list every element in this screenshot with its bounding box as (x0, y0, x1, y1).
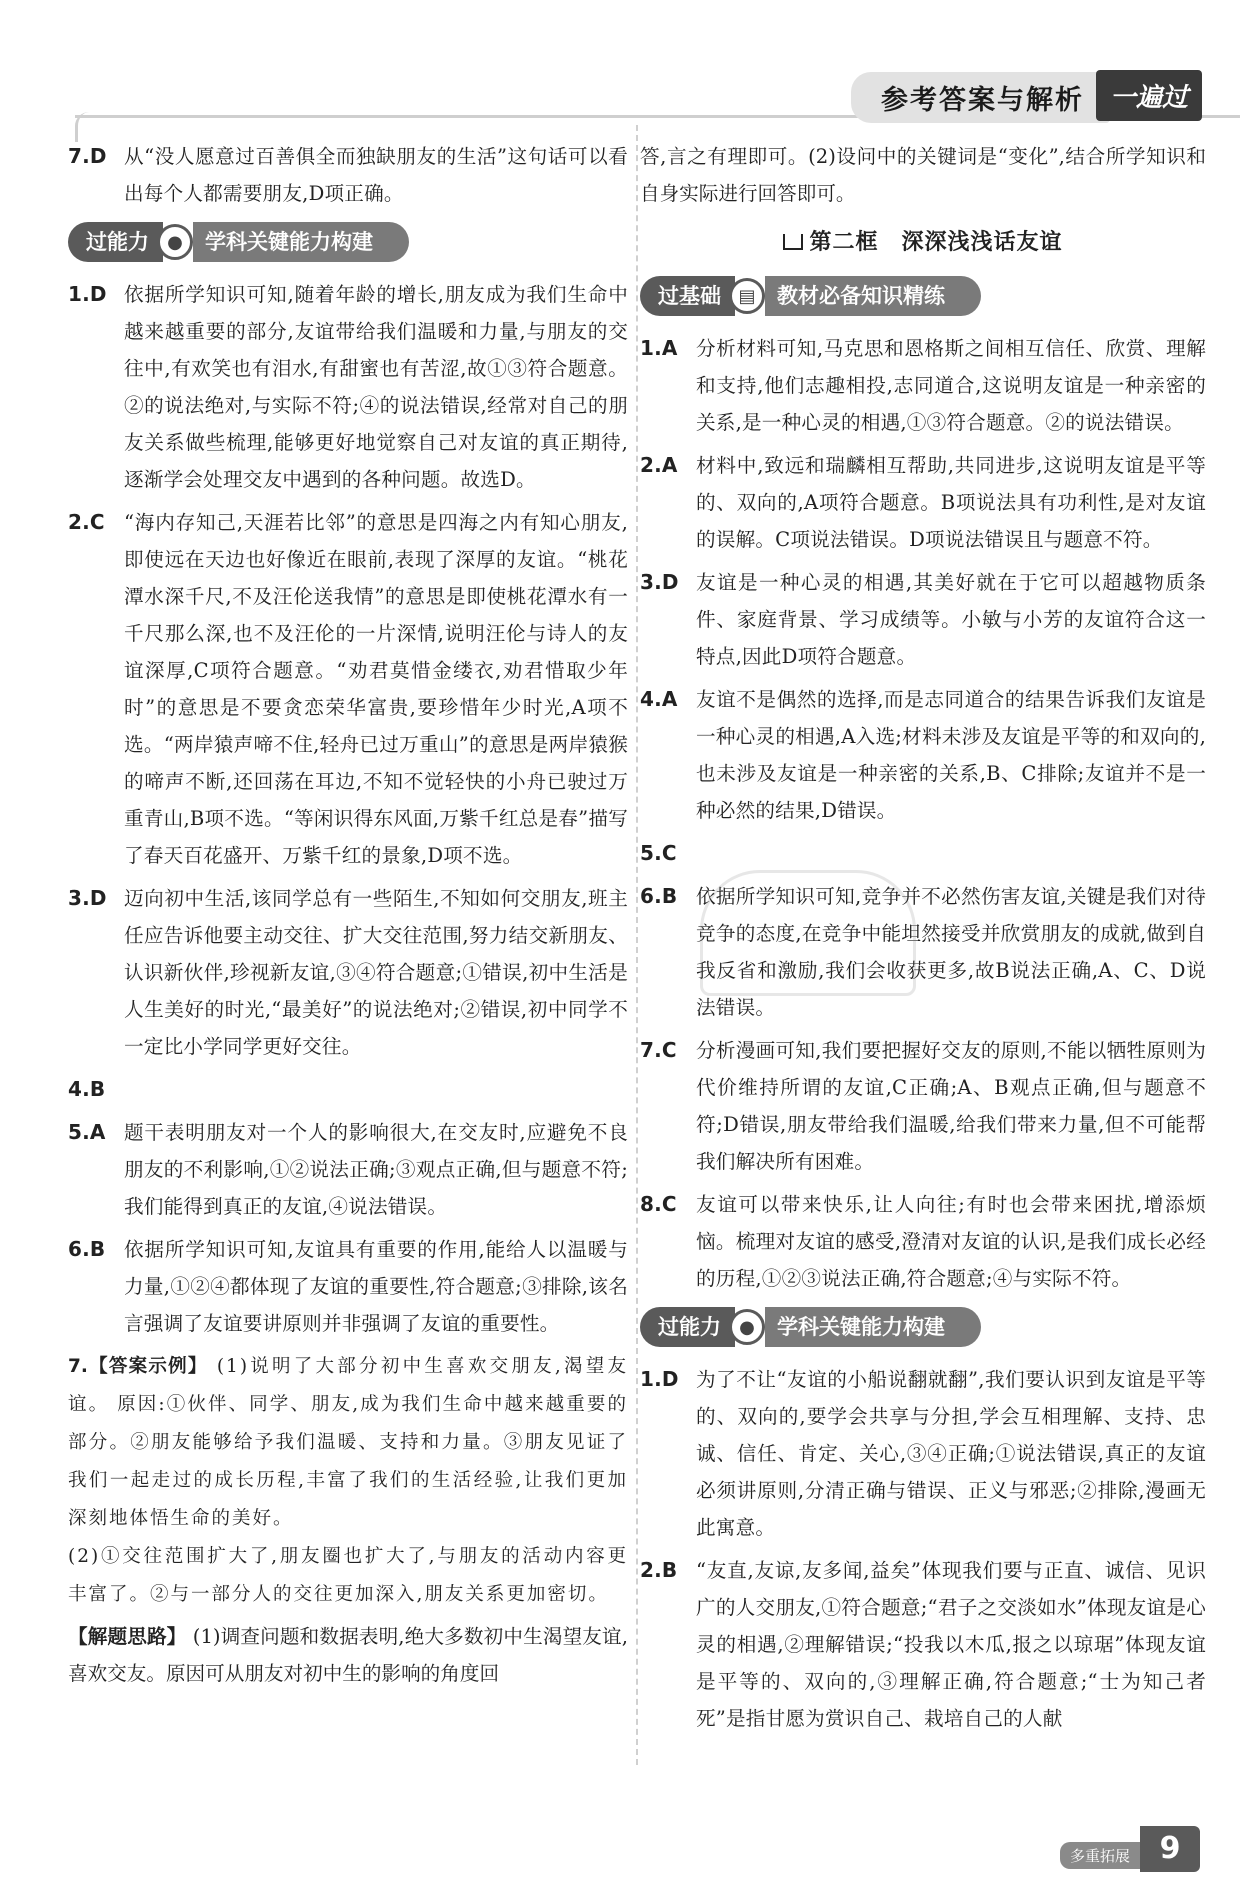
answer-text: 依据所学知识可知,竞争并不必然伤害友谊,关键是我们对待竞争的态度,在竞争中能坦然接受并欣赏朋友的成就,做到自我反省和激励,我们会收获更多,故B说法正确,A、C、D说法错误。 (696, 885, 1206, 1019)
answer-item (68, 880, 628, 1065)
answer-text (124, 1071, 628, 1108)
answer-number: 5.C (640, 841, 677, 865)
banner-label: 过基础 (640, 276, 735, 316)
answer-item (68, 1231, 628, 1342)
header-title: 参考答案与解析 (851, 72, 1110, 123)
answer-number: 5.A (68, 1120, 106, 1144)
answer-example-part2: (2)①交往范围扩大了,朋友圈也扩大了,与朋友的活动内容更丰富了。②与一部分人的交往更加深入,朋友关系更加密切。 (68, 1546, 628, 1605)
answer-item (68, 276, 628, 498)
answer-number: 2.A (640, 453, 678, 477)
answer-number: 7.C (640, 1038, 677, 1062)
column-divider (636, 125, 638, 1765)
answer-number: 1.D (640, 1367, 679, 1391)
page-header (0, 0, 1250, 120)
answer-number: 4.B (68, 1077, 106, 1101)
answer-item (640, 330, 1206, 441)
answer-item (68, 1071, 628, 1108)
section-title (640, 218, 1206, 266)
answer-number: 6.B (68, 1237, 106, 1261)
section-banner-ability-2 (640, 1307, 1206, 1347)
section-banner-basics (640, 276, 1206, 316)
answer-item-q7 (68, 1348, 628, 1538)
answer-item (640, 835, 1206, 872)
answer-number: 8.C (640, 1192, 677, 1216)
medal-icon: ● (157, 224, 193, 260)
book-icon: ▤ (729, 278, 765, 314)
banner-label: 过能力 (68, 222, 163, 262)
answer-example-label: 7.【答案示例】 (68, 1356, 208, 1377)
answer-item (640, 1361, 1206, 1546)
medal-icon: ● (729, 1309, 765, 1345)
answer-item (640, 564, 1206, 675)
left-column (68, 138, 628, 1698)
answer-text (696, 835, 1206, 872)
continued-text: 答,言之有理即可。(2)设问中的关键词是“变化”,结合所学知识和自身实际进行回答即可。 (640, 145, 1206, 205)
answer-item (640, 1186, 1206, 1297)
answer-example-part1: (1)说明了大部分初中生喜欢交朋友,渴望友谊。 原因:①伙伴、同学、朋友,成为我们生命中越来越重要的部分。②朋友能够给予我们温暖、支持和力量。③朋友见证了我们一起走过的成长历程,丰富了我们的生活经验,让我们更加深刻地体悟生命的美好。 (68, 1356, 628, 1529)
banner-subtitle: 教材必备知识精练 (765, 276, 981, 316)
answer-number: 6.B (640, 884, 678, 908)
section-banner-ability (68, 222, 628, 262)
brand-logo: 一遍过 (1096, 70, 1202, 121)
answer-number: 4.A (640, 687, 678, 711)
answer-text: “海内存知己,天涯若比邻”的意思是四海之内有知心朋友,即使远在天边也好像近在眼前,表现了深厚的友谊。“桃花潭水深千尺,不及汪伦送我情”的意思是即使桃花潭水有一千尺那么深,也不及汪伦的一片深情,说明汪伦与诗人的友谊深厚,C项符合题意。“劝君莫惜金缕衣,劝君惜取少年时”的意思是不要贪恋荣华富贵,要珍惜年少时光,A项不选。“两岸猿声啼不住,轻舟已过万重山”的意思是两岸猿猴的啼声不断,还回荡在耳边,不知不觉轻快的小舟已驶过万重青山,B项不选。“等闲识得东风面,万紫千红总是春”描写了春天百花盛开、万紫千红的景象,D项不选。 (124, 511, 628, 867)
answer-text: 分析材料可知,马克思和恩格斯之间相互信任、欣赏、理解和支持,他们志趣相投,志同道合,这说明友谊是一种亲密的关系,是一种心灵的相遇,①③符合题意。②的说法错误。 (696, 337, 1206, 434)
answer-text: 材料中,致远和瑞麟相互帮助,共同进步,这说明友谊是平等的、双向的,A项符合题意。B项说法具有功利性,是对友谊的误解。C项说法错误。D项说法错误且与题意不符。 (696, 454, 1206, 551)
answer-number: 7.D (68, 144, 107, 168)
answer-text: 题干表明朋友对一个人的影响很大,在交友时,应避免不良朋友的不利影响,①②说法正确;③观点正确,但与题意不符;我们能得到真正的友谊,④说法错误。 (124, 1121, 628, 1218)
answer-item (640, 447, 1206, 558)
answer-text: 迈向初中生活,该同学总有一些陌生,不知如何交朋友,班主任应告诉他要主动交往、扩大交往范围,努力结交新朋友、认识新伙伴,珍视新友谊,③④符合题意;①错误,初中生活是人生美好的时光,“最美好”的说法绝对;②错误,初中同学不一定比小学同学更好交往。 (124, 887, 628, 1058)
answer-number: 2.C (68, 510, 105, 534)
answer-text: 分析漫画可知,我们要把握好交友的原则,不能以牺牲原则为代价维持所谓的友谊,C正确;A、B观点正确,但与题意不符;D错误,朋友带给我们温暖,给我们带来力量,但不可能帮我们解决所有困难。 (696, 1039, 1206, 1173)
page-number: 9 (1140, 1826, 1200, 1872)
answer-text: 友谊是一种心灵的相遇,其美好就在于它可以超越物质条件、家庭背景、学习成绩等。小敏与小芳的友谊符合这一特点,因此D项符合题意。 (696, 571, 1206, 668)
banner-subtitle: 学科关键能力构建 (193, 222, 409, 262)
banner-label: 过能力 (640, 1307, 735, 1347)
answer-text: “友直,友谅,友多闻,益矣”体现我们要与正直、诚信、见识广的人交朋友,①符合题意;“君子之交淡如水”体现友谊是心灵的相遇,②理解错误;“投我以木瓜,报之以琼琚”体现友谊是平等的、双向的,③理解正确,符合题意;“士为知己者死”是指甘愿为赏识自己、栽培自己的人献 (696, 1559, 1206, 1730)
section-title-text: 第二框 深深浅浅话友谊 (809, 229, 1063, 255)
banner-subtitle: 学科关键能力构建 (765, 1307, 981, 1347)
answer-text: 依据所学知识可知,友谊具有重要的作用,能给人以温暖与力量,①②④都体现了友谊的重要性,符合题意;③排除,该名言强调了友谊要讲原则并非强调了友谊的重要性。 (124, 1238, 628, 1335)
solution-thinking-label: 【解题思路】 (68, 1625, 187, 1648)
watermark-stamp (700, 870, 916, 996)
answer-number: 3.D (640, 570, 679, 594)
solution-thinking-text: (1)调查问题和数据表明,绝大多数初中生渴望友谊,喜欢交友。原因可从朋友对初中生的影响的角度回 (68, 1625, 628, 1685)
answer-text: 从“没人愿意过百善俱全而独缺朋友的生活”这句话可以看出每个人都需要朋友,D项正确。 (124, 145, 628, 205)
answer-item (640, 1032, 1206, 1180)
answer-number: 2.B (640, 1558, 678, 1582)
answer-item (640, 681, 1206, 829)
answer-text: 依据所学知识可知,随着年龄的增长,朋友成为我们生命中越来越重要的部分,友谊带给我们温暖和力量,与朋友的交往中,有欢笑也有泪水,有甜蜜也有苦涩,故①③符合题意。②的说法绝对,与实际不符;④的说法错误,经常对自己的朋友关系做些梳理,能够更好地觉察自己对友谊的真正期待,逐渐学会处理交友中遇到的各种问题。故选D。 (124, 283, 628, 491)
answer-item (640, 1552, 1206, 1737)
answer-number: 1.D (68, 282, 107, 306)
answer-item (68, 138, 628, 212)
answer-text: 友谊不是偶然的选择,而是志同道合的结果告诉我们友谊是一种心灵的相遇,A入选;材料未涉及友谊是平等的和双向的,也未涉及友谊是一种亲密的关系,B、C排除;友谊并不是一种必然的结果,D错误。 (696, 688, 1206, 822)
answer-number: 1.A (640, 336, 678, 360)
answer-number: 3.D (68, 886, 107, 910)
answer-item (68, 504, 628, 874)
footer-tag: 多重拓展 (1060, 1842, 1140, 1869)
answer-text: 友谊可以带来快乐,让人向往;有时也会带来困扰,增添烦恼。梳理对友谊的感受,澄清对友谊的认识,是我们成长必经的历程,①②③说法正确,符合题意;④与实际不符。 (696, 1193, 1206, 1290)
solution-thinking (68, 1618, 628, 1692)
answer-item (68, 1114, 628, 1225)
section-box-icon (783, 234, 803, 250)
answer-text: 为了不让“友谊的小船说翻就翻”,我们要认识到友谊是平等的、双向的,要学会共享与分担,学会互相理解、支持、忠诚、信任、肯定、关心,③④正确;①说法错误,真正的友谊必须讲原则,分清正确与错误、正义与邪恶;②排除,漫画无此寓意。 (696, 1368, 1206, 1539)
